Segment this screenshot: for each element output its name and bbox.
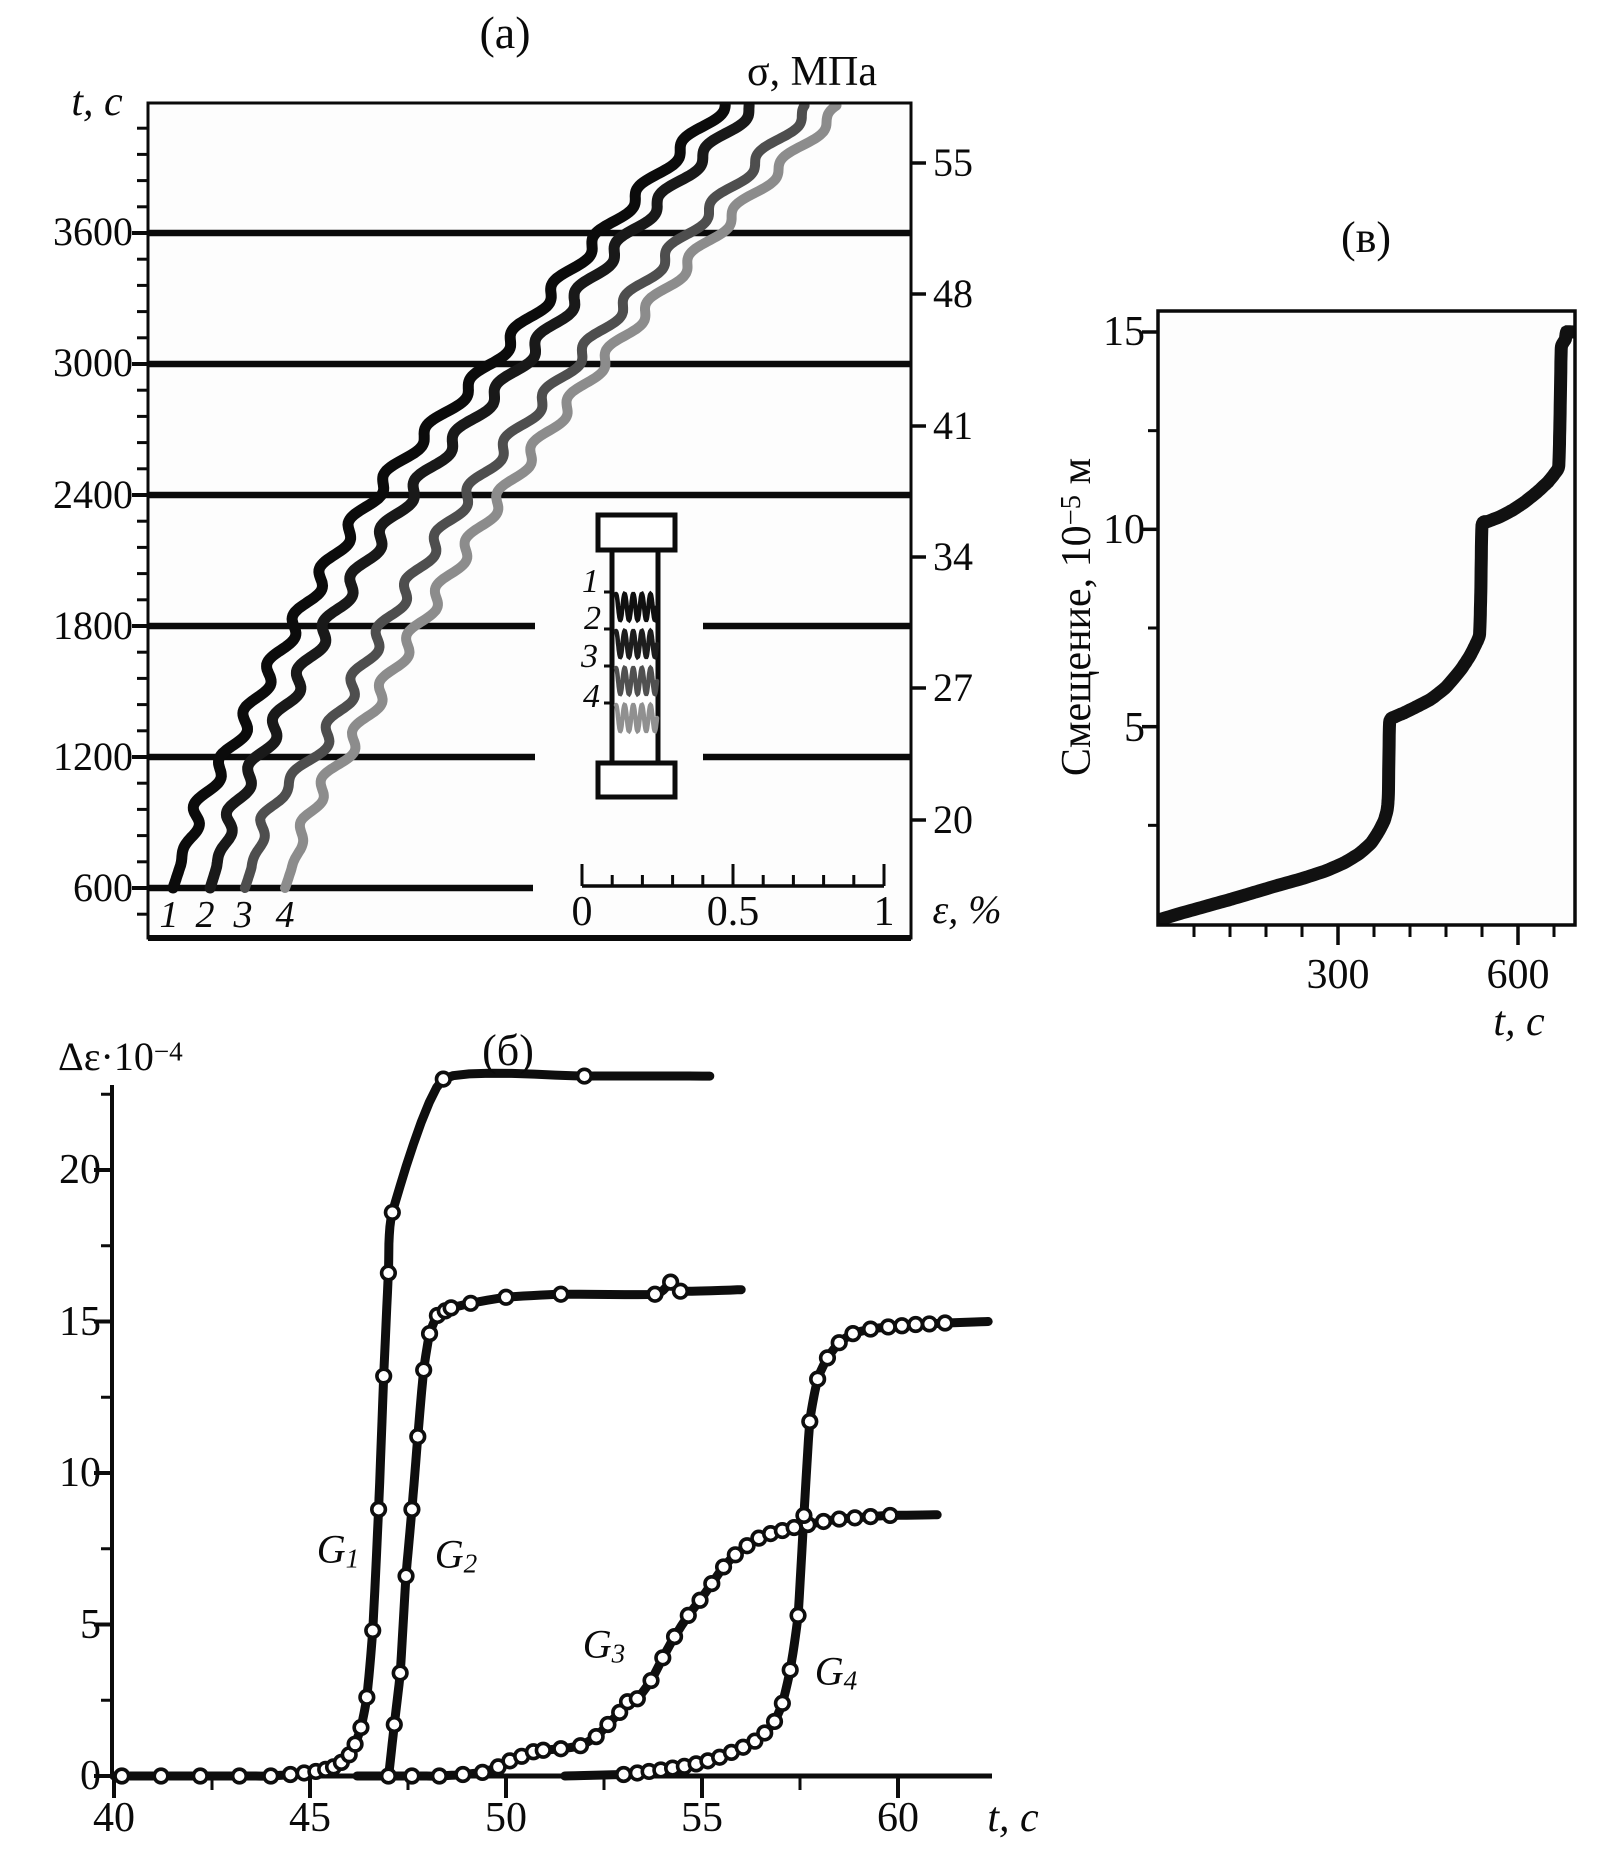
t-tick-600: 600 bbox=[73, 865, 133, 910]
curve-g3-label bbox=[582, 1621, 626, 1669]
g3-sub: 3 bbox=[611, 1638, 626, 1669]
data-point-G2 bbox=[499, 1290, 513, 1304]
data-point-G3 bbox=[656, 1651, 670, 1665]
data-point-G3 bbox=[681, 1609, 695, 1623]
data-point-G3 bbox=[536, 1743, 550, 1757]
inset-gauge-3-label: 3 bbox=[581, 638, 598, 675]
data-point-G2 bbox=[464, 1297, 478, 1311]
sigma-tick-48: 48 bbox=[933, 271, 973, 316]
curve-3-foot-label: 3 bbox=[233, 894, 253, 936]
displacement-unit: м bbox=[1054, 457, 1100, 495]
b-ytick-15: 15 bbox=[59, 1299, 101, 1345]
data-point-G3 bbox=[456, 1768, 470, 1782]
data-point-G2 bbox=[393, 1666, 407, 1680]
b-xtick-60: 60 bbox=[877, 1795, 919, 1841]
data-point-G2 bbox=[423, 1327, 437, 1341]
v-ytick-15: 15 bbox=[1103, 309, 1145, 355]
data-point-G3 bbox=[405, 1769, 419, 1783]
curve-g4-label bbox=[814, 1648, 858, 1696]
data-point-G2 bbox=[411, 1430, 425, 1444]
ruler-tick-0: 0 bbox=[571, 889, 593, 935]
g1-base: G bbox=[316, 1526, 346, 1572]
t-tick-3000: 3000 bbox=[53, 340, 133, 385]
data-point-G1 bbox=[372, 1503, 386, 1517]
b-ytick-10: 10 bbox=[59, 1450, 101, 1496]
eps-axis-label: ε, % bbox=[932, 887, 1002, 932]
data-point-G3 bbox=[476, 1766, 490, 1780]
v-ytick-5: 5 bbox=[1124, 705, 1145, 751]
data-point-G2 bbox=[674, 1284, 688, 1298]
data-point-G4 bbox=[617, 1768, 631, 1782]
t-tick-1800: 1800 bbox=[53, 603, 133, 648]
data-point-G4 bbox=[783, 1663, 797, 1677]
b-ytick-5: 5 bbox=[80, 1602, 101, 1648]
displacement-main: Смещение, 10 bbox=[1054, 525, 1100, 777]
data-point-G1 bbox=[115, 1769, 129, 1783]
data-point-G3 bbox=[574, 1739, 588, 1753]
sigma-tick-34: 34 bbox=[933, 534, 973, 579]
curve-4-foot-label: 4 bbox=[275, 894, 295, 936]
panel-a-title: (а) bbox=[479, 7, 531, 58]
data-point-G3 bbox=[848, 1511, 862, 1525]
data-point-G3 bbox=[693, 1593, 707, 1607]
data-point-G2 bbox=[382, 1769, 396, 1783]
data-point-G2 bbox=[417, 1363, 431, 1377]
b-xtick-50: 50 bbox=[485, 1795, 527, 1841]
sigma-tick-20: 20 bbox=[933, 797, 973, 842]
data-point-G4 bbox=[923, 1317, 937, 1331]
inset-gauge-2-label: 2 bbox=[584, 600, 601, 637]
v-ytick-10: 10 bbox=[1103, 507, 1145, 553]
data-point-G3 bbox=[717, 1560, 731, 1574]
sigma-tick-27: 27 bbox=[933, 665, 973, 710]
curve-g1-label bbox=[316, 1526, 360, 1574]
data-point-G2 bbox=[387, 1718, 401, 1732]
t-axis-label-a: t, c bbox=[71, 79, 123, 125]
displacement-axis-label bbox=[1056, 458, 1098, 776]
b-ytick-0: 0 bbox=[80, 1753, 101, 1799]
data-point-G4 bbox=[768, 1715, 782, 1729]
data-point-G4 bbox=[791, 1609, 805, 1623]
sigmoid-curve-G2 bbox=[383, 1282, 742, 1778]
data-point-G1 bbox=[354, 1721, 368, 1735]
delta-eps-main: Δε·10 bbox=[58, 1034, 154, 1079]
data-point-G3 bbox=[883, 1509, 897, 1523]
data-point-G1 bbox=[264, 1769, 278, 1783]
delta-eps-axis-label bbox=[58, 1034, 183, 1079]
g2-base: G bbox=[434, 1531, 464, 1577]
data-point-G4 bbox=[803, 1415, 817, 1429]
v-xtick-600: 600 bbox=[1486, 952, 1550, 998]
data-point-G3 bbox=[644, 1674, 658, 1688]
panel-v-title: (в) bbox=[1340, 213, 1392, 262]
data-point-G3 bbox=[554, 1742, 568, 1756]
b-xtick-55: 55 bbox=[681, 1795, 723, 1841]
v-t-axis-label: t, c bbox=[1493, 999, 1545, 1045]
displacement-exp: −5 bbox=[1056, 494, 1088, 526]
t-tick-3600: 3600 bbox=[53, 209, 133, 254]
ruler-tick-1: 1 bbox=[873, 889, 895, 935]
data-point-G4 bbox=[895, 1319, 909, 1333]
curve-2-foot-label: 2 bbox=[195, 894, 215, 936]
sigmoid-curve-G1 bbox=[114, 1073, 710, 1776]
sigma-tick-55: 55 bbox=[933, 140, 973, 185]
data-point-G1 bbox=[193, 1769, 207, 1783]
b-xtick-45: 45 bbox=[289, 1795, 331, 1841]
data-point-G2 bbox=[554, 1287, 568, 1301]
b-xtick-40: 40 bbox=[93, 1795, 135, 1841]
data-point-G4 bbox=[864, 1322, 878, 1336]
g4-sub: 4 bbox=[843, 1665, 858, 1696]
v-xtick-300: 300 bbox=[1306, 952, 1370, 998]
data-point-G1 bbox=[348, 1737, 362, 1751]
data-point-G1 bbox=[386, 1206, 400, 1220]
data-point-G3 bbox=[817, 1515, 831, 1529]
g3-base: G bbox=[582, 1621, 612, 1667]
data-point-G2 bbox=[399, 1569, 413, 1583]
data-point-G4 bbox=[881, 1320, 895, 1334]
data-point-G1 bbox=[436, 1072, 450, 1086]
b-ytick-20: 20 bbox=[59, 1147, 101, 1193]
t-tick-2400: 2400 bbox=[53, 472, 133, 517]
data-point-G4 bbox=[846, 1327, 860, 1341]
data-point-G3 bbox=[631, 1692, 645, 1706]
t-tick-1200: 1200 bbox=[53, 734, 133, 779]
g4-base: G bbox=[814, 1648, 844, 1694]
b-t-axis-label: t, c bbox=[987, 1795, 1039, 1841]
data-point-G1 bbox=[382, 1266, 396, 1280]
data-point-G4 bbox=[832, 1336, 846, 1350]
data-point-G4 bbox=[821, 1351, 835, 1365]
data-point-G2 bbox=[444, 1301, 458, 1315]
data-point-G3 bbox=[589, 1730, 603, 1744]
data-point-G3 bbox=[705, 1577, 719, 1591]
curve-g2-label bbox=[434, 1531, 478, 1579]
panel-b-title: (б) bbox=[482, 1026, 534, 1075]
data-point-G4 bbox=[776, 1696, 790, 1710]
sigma-axis-label: σ, МПа bbox=[747, 49, 877, 95]
data-point-G3 bbox=[787, 1521, 801, 1535]
data-point-G1 bbox=[233, 1769, 247, 1783]
data-point-G1 bbox=[377, 1369, 391, 1383]
data-point-G1 bbox=[284, 1768, 298, 1782]
data-point-G3 bbox=[601, 1718, 615, 1732]
inset-gauge-1-label: 1 bbox=[582, 563, 599, 600]
data-point-G3 bbox=[433, 1769, 447, 1783]
data-point-G3 bbox=[668, 1630, 682, 1644]
inset-gauge-4-label: 4 bbox=[583, 678, 600, 715]
sigma-tick-41: 41 bbox=[933, 403, 973, 448]
curve-1-foot-label: 1 bbox=[159, 894, 179, 936]
data-point-G4 bbox=[811, 1372, 825, 1386]
g1-sub: 1 bbox=[345, 1543, 360, 1574]
data-point-G1 bbox=[154, 1769, 168, 1783]
delta-eps-exp: −4 bbox=[153, 1036, 183, 1067]
data-point-G1 bbox=[578, 1069, 592, 1083]
data-point-G3 bbox=[832, 1512, 846, 1526]
g2-sub: 2 bbox=[463, 1548, 478, 1579]
data-point-G2 bbox=[648, 1287, 662, 1301]
data-point-G4 bbox=[909, 1318, 923, 1332]
data-point-G1 bbox=[366, 1624, 380, 1638]
data-point-G3 bbox=[864, 1510, 878, 1524]
data-point-G1 bbox=[360, 1690, 374, 1704]
panel-v-plot-area bbox=[1158, 311, 1575, 925]
data-point-G2 bbox=[405, 1503, 419, 1517]
data-point-G4 bbox=[797, 1509, 811, 1523]
data-point-G4 bbox=[938, 1316, 952, 1330]
ruler-tick-05: 0.5 bbox=[706, 889, 760, 935]
